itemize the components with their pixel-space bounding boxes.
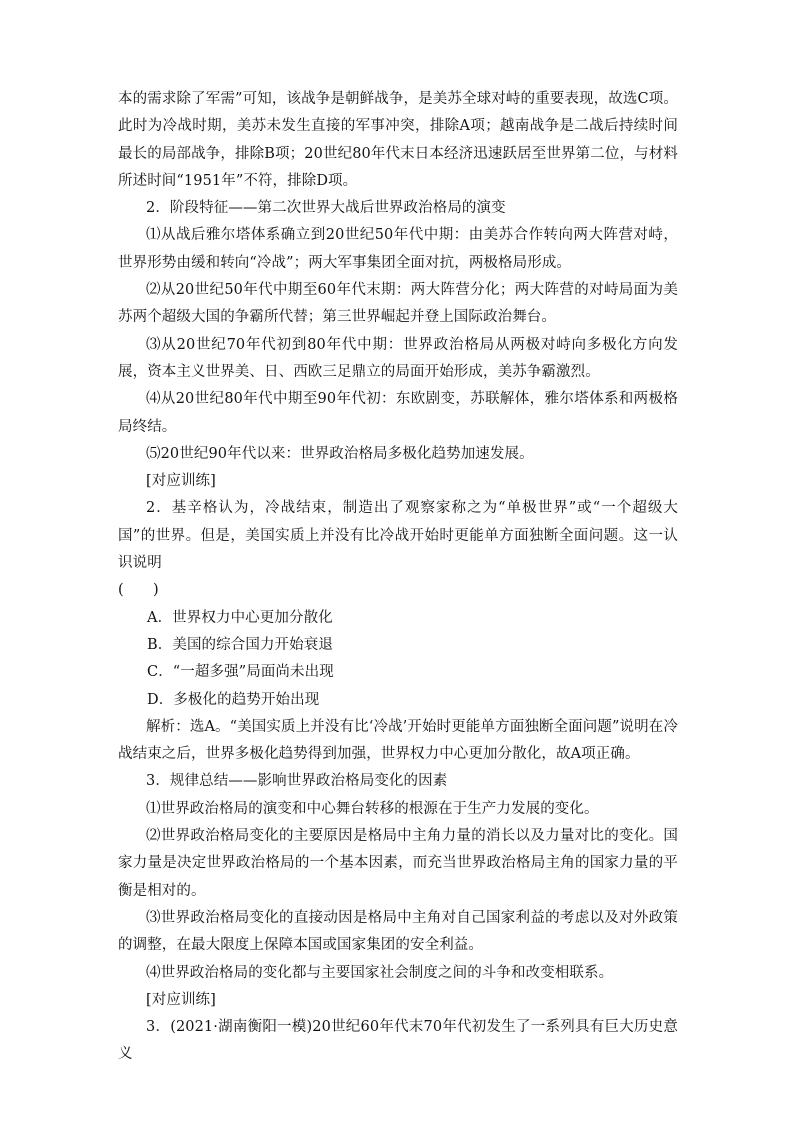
analysis-continuation-paragraph: 本的需求除了军需”可知，该战争是朝鲜战争，是美苏全球对峙的重要表现，故选C项。此时为冷战时期，美苏未发生直接的军事冲突，排除A项；越南战争是二战后持续时间最长的局部战争，排除B项；20世纪80年代末日本经济迅速跃居至世界第二位，与材料所述时间“1951年”不符，排除D项。: [118, 91, 678, 189]
rule-item-4: ⑷世界政治格局的变化都与主要国家社会制度之间的斗争和改变相联系。: [146, 964, 614, 981]
rule-item-1: ⑴世界政治格局的演变和中心舞台转移的根源在于生产力发展的变化。: [146, 800, 599, 817]
rule-item-2: ⑵世界政治格局变化的主要原因是格局中主角力量的消长以及力量对比的变化。国家力量是决定世界政治格局的一个基本因素，而充当世界政治格局主角的国家力量的平衡是相对的。: [118, 828, 678, 899]
option-a: A．世界权力中心更加分散化: [147, 609, 333, 626]
question-2-stem: 2．基辛格认为，冷战结束，制造出了观察家称之为“单极世界”或“一个超级大国”的世界。但是，美国实质上并没有比冷战开始时更能单方面独断全面问题。这一认识说明: [118, 500, 678, 572]
stage-item-3: ⑶从20世纪70年代初到80年代中期：世界政治格局从两极对峙向多极化方向发展，资本主义世界美、日、西欧三足鼎立的局面开始形成，美苏争霸激烈。: [118, 336, 678, 380]
section-heading-rule-summary: 3．规律总结——影响世界政治格局变化的因素: [146, 773, 448, 790]
question-3-stem: 3．(2021·湖南衡阳一模)20世纪60年代末70年代初发生了一系列具有巨大历史意义: [118, 1019, 678, 1063]
stage-item-4: ⑷从20世纪80年代中期至90年代初：东欧剧变，苏联解体，雅尔塔体系和两极格局终结。: [118, 391, 678, 435]
stage-item-2: ⑵从20世纪50年代中期至60年代末期：两大阵营分化；两大阵营的对峙局面为美苏两个超级大国的争霸所代替；第三世界崛起并登上国际政治舞台。: [118, 282, 678, 326]
practice-label-2: [对应训练]: [146, 991, 216, 1008]
document-body: [118, 86, 678, 1069]
rule-item-3: ⑶世界政治格局变化的直接动因是格局中主角对自己国家利益的考虑以及对外政策的调整，在最大限度上保障本国或国家集团的安全利益。: [118, 909, 678, 954]
stage-item-5: ⑸20世纪90年代以来：世界政治格局多极化趋势加速发展。: [146, 445, 534, 462]
section-heading-stage-features: 2．阶段特征——第二次世界大战后世界政治格局的演变: [146, 200, 506, 217]
option-b: B．美国的综合国力开始衰退: [147, 636, 333, 653]
stage-item-1: ⑴从战后雅尔塔体系确立到20世纪50年代中期：由美苏合作转向两大阵营对峙，世界形势由缓和转向“冷战”；两大军事集团全面对抗，两极格局形成。: [118, 227, 678, 271]
answer-bracket: ( ): [118, 582, 159, 599]
option-d: D．多极化的趋势开始出现: [147, 691, 320, 708]
question-2-analysis: 解析：选A。“美国实质上并没有比‘冷战’开始时更能单方面独断全面问题”说明在冷战结束之后，世界多极化趋势得到加强，世界权力中心更加分散化，故A项正确。: [118, 718, 678, 763]
option-c: C．“一超多强”局面尚未出现: [147, 664, 334, 681]
practice-label: [对应训练]: [146, 473, 216, 490]
